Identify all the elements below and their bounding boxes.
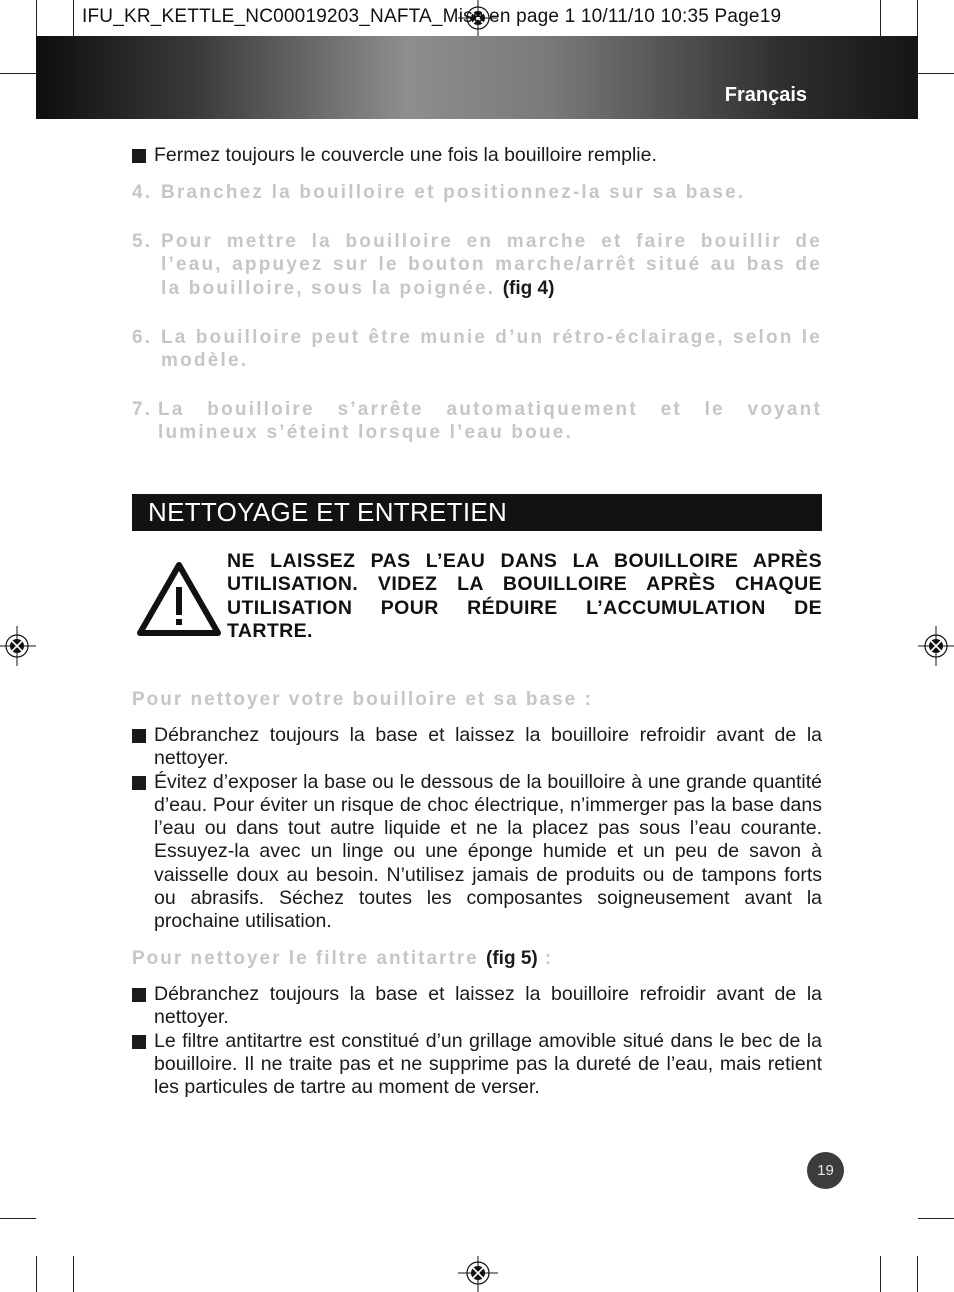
crop-mark [880,1256,881,1292]
crop-mark [880,0,881,36]
crop-mark [0,1218,36,1219]
step-text: La bouilloire s’arrête automatiquement et le voyant lumineux s’éteint lorsque l’eau boue. [158,399,822,444]
crop-mark [917,0,918,36]
warning-triangle-icon [136,560,222,638]
language-label: Français [724,84,807,106]
list-item [132,983,822,1030]
step-text: Branchez la bouilloire et positionnez-la sur sa base. [161,182,746,203]
step-6 [132,326,822,373]
bullet-square-icon [132,729,146,743]
list-item-text: Débranchez toujours la base et laissez la bouilloire refroidir avant de la nettoyer. [154,724,822,770]
list-item-text: Évitez d’exposer la base ou le dessous de la bouilloire à une grande quantité d’eau. Pour éviter un risque de choc électrique, n’immerger pas la base dans l’eau ou dans tout autre liquide et ne la placez pas sous l’eau courante. Essuyez-la avec un linge ou une éponge humide et un peu de savon à vaisselle doux au besoin. N’utilisez jamais de produits ou de tampons forts ou abrasifs. Séchez toutes les composantes soigneusement avant la prochaine utilisation. [154,770,822,933]
list-item-text: Le filtre antitartre est constitué d’un grillage amovible situé dans le bec de la bouilloire. Il ne traite pas et ne supprime pas la dureté de l’eau, mais retient les particules de tartre au moment de verser. [154,1029,822,1099]
step-number: 7. [132,399,153,420]
crop-mark [73,0,74,36]
step-number: 4. [132,182,153,203]
registration-mark-icon [918,626,954,666]
warning-text: NE LAISSEZ PAS L’EAU DANS LA BOUILLOIRE APRÈS UTILISATION. VIDEZ LA BOUILLOIRE APRÈS CHAQUE UTILISATION POUR RÉDUIRE L’ACCUMULATION DE TARTRE. [227,550,822,642]
registration-mark-icon [0,626,36,666]
step-4 [132,181,822,204]
crop-mark [918,73,954,74]
bullet-square-icon [132,776,146,790]
step-number: 6. [132,327,153,348]
step-5 [132,230,822,300]
registration-mark-icon [458,1256,498,1292]
list-item [132,1030,822,1100]
subheading-base-cleaning: Pour nettoyer votre bouilloire et sa base : [132,689,593,710]
subheading-suffix: : [545,948,554,969]
step-text: La bouilloire peut être munie d’un rétro-éclairage, selon le modèle. [161,327,822,372]
list-item-text: Débranchez toujours la base et laissez la bouilloire refroidir avant de la nettoyer. [154,983,822,1029]
bullet-square-icon [132,149,146,163]
bullet-square-icon [132,988,146,1002]
crop-mark [36,0,37,36]
crop-mark [36,1256,37,1292]
crop-mark [73,1256,74,1292]
base-cleaning-list [132,724,822,934]
subheading-filter-cleaning [132,948,553,970]
figure-reference: (fig 5) [486,948,538,969]
list-item-text: Fermez toujours le couvercle une fois la bouilloire remplie. [154,144,657,166]
page-number: 19 [807,1152,844,1189]
step-number: 5. [132,231,153,252]
list-item [132,724,822,771]
intro-bullet [132,144,822,167]
bullet-square-icon [132,1035,146,1049]
step-text: Pour mettre la bouilloire en marche et faire bouillir de l’eau, appuyez sur le bouton marche/arrêt situé au bas de la bouilloire, sous la poignée. [161,231,822,299]
step-7 [132,398,822,445]
crop-mark [917,1256,918,1292]
subheading-text: Pour nettoyer le filtre antitartre [132,948,479,969]
filter-cleaning-list [132,983,822,1099]
print-slug: IFU_KR_KETTLE_NC00019203_NAFTA_Mise en page 1 10/11/10 10:35 Page19 [82,6,782,27]
list-item [132,771,822,934]
figure-reference: (fig 4) [502,277,555,299]
list-item [132,144,822,167]
crop-mark [0,73,36,74]
section-title: NETTOYAGE ET ENTRETIEN [148,497,508,527]
crop-mark [918,1218,954,1219]
